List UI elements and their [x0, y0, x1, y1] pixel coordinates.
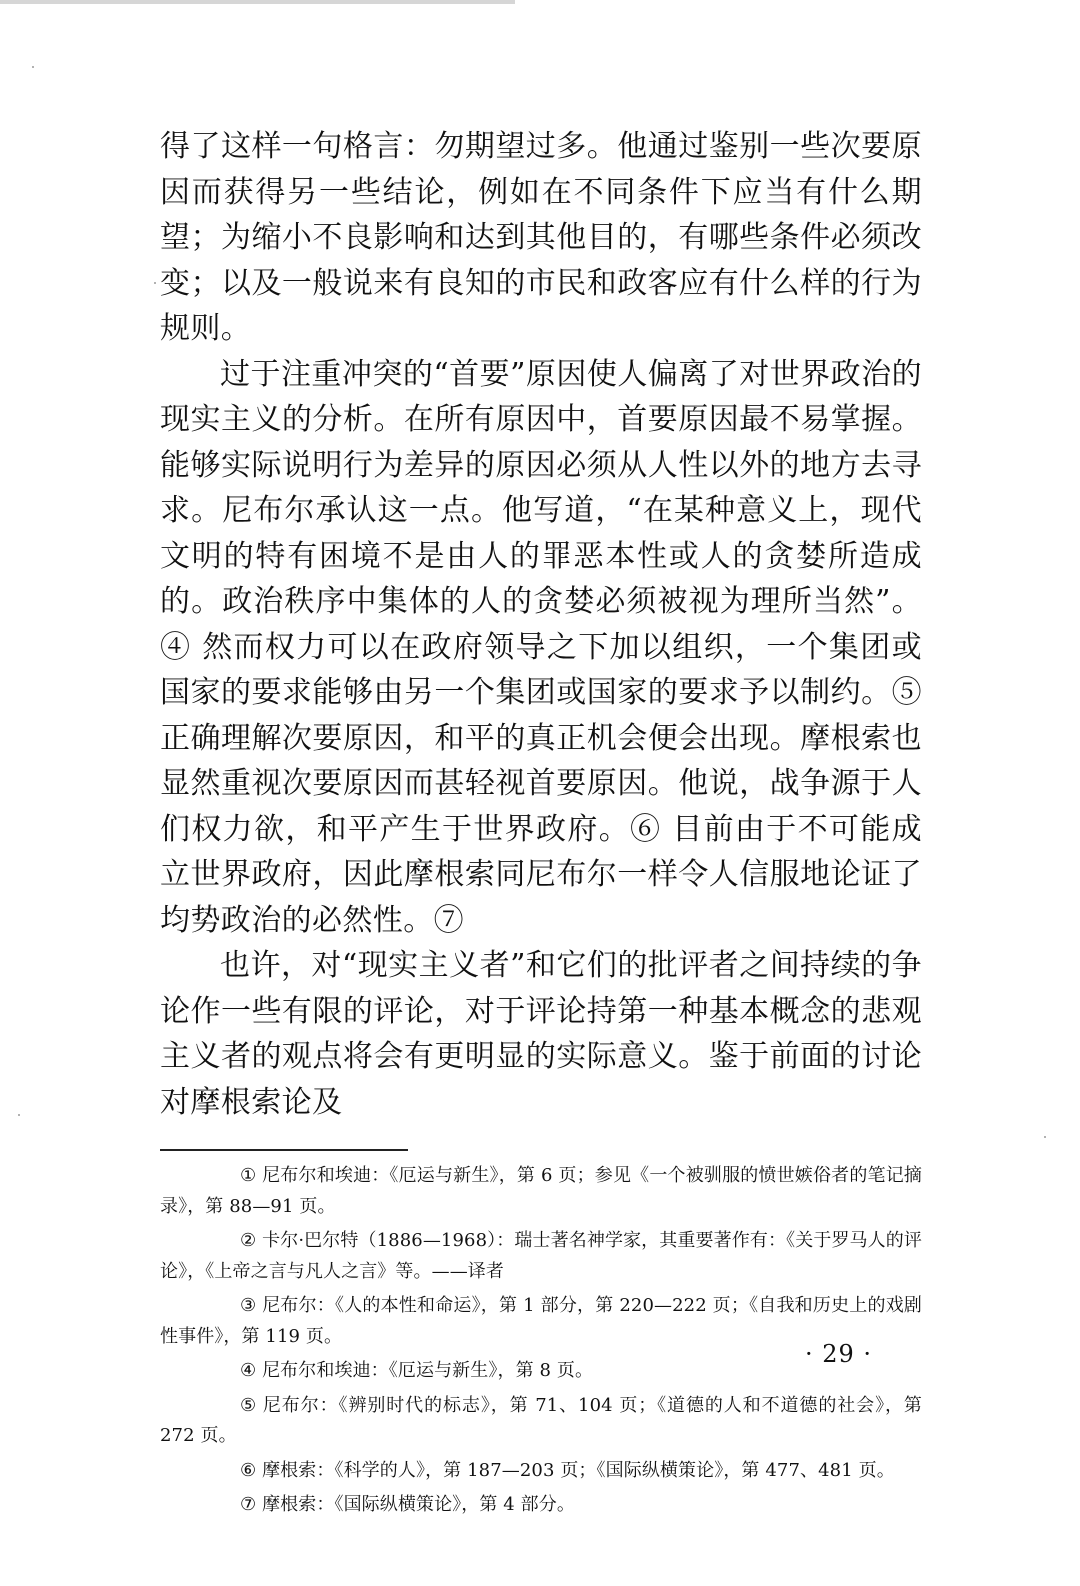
footnote-marker: ② — [240, 1230, 257, 1251]
main-text — [160, 124, 922, 1125]
paragraph-continued: 得了这样一句格言：勿期望过多。他通过鉴别一些次要原因而获得另一些结论，例如在不同条件下应当有什么期望；为缩小不良影响和达到其他目的，有哪些条件必须改变；以及一般说来有良知的市民和政客应有什么样的行为规则。 — [160, 129, 922, 346]
footnote-2 — [160, 1226, 922, 1287]
footnote-marker: ⑦ — [240, 1494, 257, 1515]
paragraph-realism-analysis: 过于注重冲突的“首要”原因使人偏离了对世界政治的现实主义的分析。在所有原因中，首要原因最不易掌握。能够实际说明行为差异的原因必须从人性以外的地方去寻求。尼布尔承认这一点。他写道，“在某种意义上，现代文明的特有困境不是由人的罪恶本性或人的贪婪所造成的。政治秩序中集体的人的贪婪必须被视为理所当然”。④ 然而权力可以在政府领导之下加以组织，一个集团或国家的要求能够由另一个集团或国家的要求予以制约。⑤ 正确理解次要原因，和平的真正机会便会出现。摩根索也显然重视次要原因而甚轻视首要原因。他说，战争源于人们权力欲，和平产生于世界政府。⑥ 目前由于不可能成立世界政府，因此摩根索同尼布尔一样令人信服地论证了均势政治的必然性。⑦ — [160, 356, 922, 938]
footnote-1 — [160, 1161, 922, 1222]
footnote-text: 摩根索：《科学的人》，第 187—203 页；《国际纵横策论》，第 477、481 页。 — [262, 1459, 895, 1481]
footnote-separator — [160, 1149, 408, 1151]
paragraph-critics-discussion: 也许，对“现实主义者”和它们的批评者之间持续的争论作一些有限的评论，对于评论持第一种基本概念的悲观主义者的观点将会有更明显的实际意义。鉴于前面的讨论对摩根索论及 — [160, 948, 922, 1120]
footnote-text: 尼布尔和埃迪：《厄运与新生》，第 6 页；参见《一个被驯服的愤世嫉俗者的笔记摘录》，第 88—91 页。 — [160, 1165, 922, 1217]
footnote-7 — [160, 1490, 922, 1521]
scan-mark — [1044, 1136, 1046, 1138]
scan-mark — [154, 282, 156, 284]
footnote-marker: ① — [240, 1165, 257, 1186]
footnote-marker: ④ — [240, 1360, 257, 1381]
footnote-marker: ⑥ — [240, 1459, 257, 1481]
footnote-text: 尼布尔和埃迪：《厄运与新生》，第 8 页。 — [262, 1360, 594, 1381]
footnote-text: 尼布尔：《人的本性和命运》，第 1 部分，第 220—222 页；《自我和历史上的戏剧性事件》，第 119 页。 — [160, 1295, 922, 1347]
footnote-text: 摩根索：《国际纵横策论》，第 4 部分。 — [262, 1494, 575, 1515]
footnote-marker: ⑤ — [240, 1394, 257, 1416]
book-page — [160, 124, 922, 1525]
footnote-text: 卡尔·巴尔特（1886—1968）：瑞士著名神学家，其重要著作有：《关于罗马人的评论》，《上帝之言与凡人之言》等。——译者 — [160, 1230, 922, 1282]
footnote-5 — [160, 1391, 922, 1452]
footnote-6 — [160, 1456, 922, 1487]
page-number: · 29 · — [805, 1340, 873, 1368]
footnote-text: 尼布尔：《辨别时代的标志》，第 71、104 页；《道德的人和不道德的社会》，第 272 页。 — [160, 1394, 922, 1446]
footnote-marker: ③ — [240, 1295, 257, 1316]
top-edge-rule — [0, 0, 515, 4]
scan-mark — [18, 1114, 20, 1116]
scan-mark — [32, 66, 34, 68]
